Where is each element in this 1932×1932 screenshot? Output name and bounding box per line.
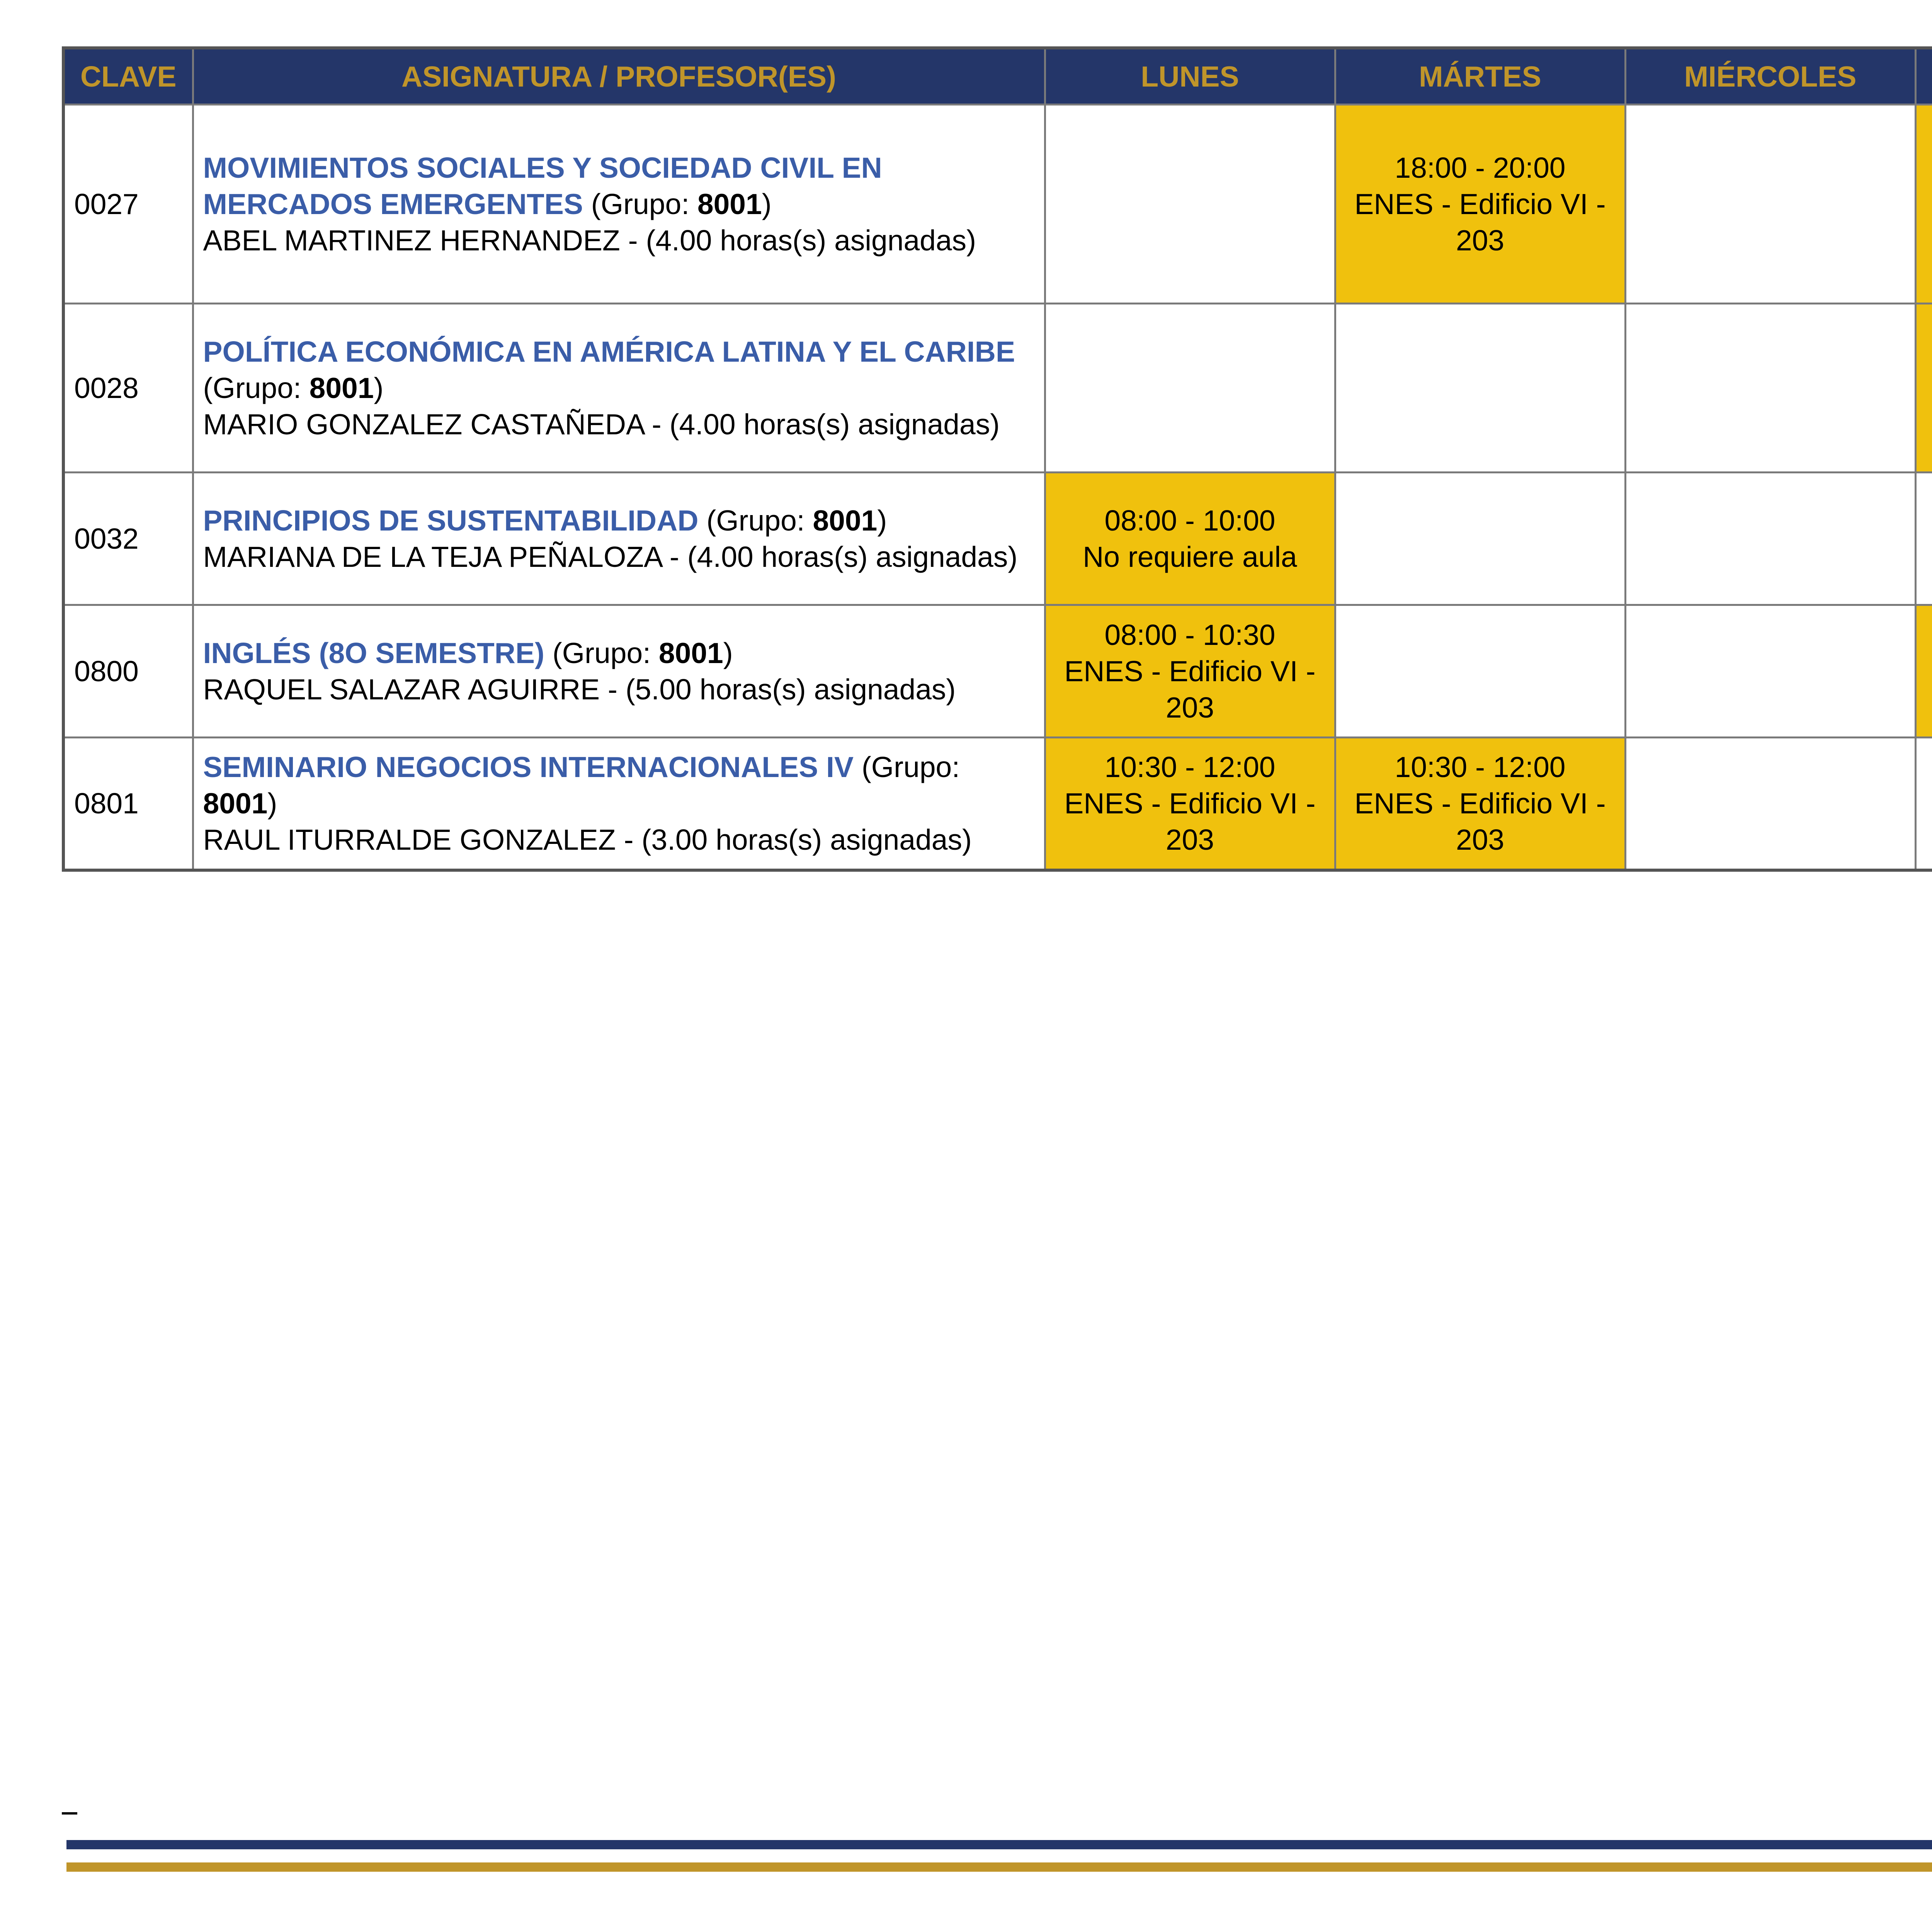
slot-miercoles (1625, 738, 1915, 870)
professor-name: MARIANA DE LA TEJA PEÑALOZA - (4.00 horas(s) asignadas) (203, 541, 1018, 573)
grupo-suffix: ) (877, 504, 887, 537)
grupo-prefix: (Grupo: (583, 188, 697, 220)
grupo-prefix: (Grupo: (544, 637, 659, 669)
header-row (63, 48, 1932, 105)
slot-jueves (1915, 473, 1932, 605)
slot-room: ENES - Edificio VI - 203 (1354, 787, 1606, 856)
slot-time: 08:00 - 10:30 (1104, 619, 1276, 651)
slot-miercoles (1625, 105, 1915, 304)
slot-martes (1335, 473, 1625, 605)
slot-lunes (1045, 105, 1335, 304)
header-martes: MÁRTES (1335, 48, 1625, 105)
schedule-table (62, 46, 1932, 872)
slot-time: 10:30 - 12:00 (1395, 751, 1566, 784)
footer-bar-gold (66, 1862, 1932, 1872)
grupo-prefix: (Grupo: (853, 751, 960, 784)
grupo-suffix: ) (723, 637, 733, 669)
slot-miercoles (1625, 605, 1915, 738)
grupo-number: 8001 (813, 504, 878, 537)
slot-time (1924, 150, 1932, 186)
professor-name: RAUL ITURRALDE GONZALEZ - (3.00 horas(s) asignadas) (203, 823, 972, 856)
slot-lunes (1045, 473, 1335, 605)
footer-bar-navy (66, 1840, 1932, 1849)
slot-room: No requiere aula (1083, 541, 1297, 573)
grupo-suffix: ) (267, 787, 277, 820)
slot-martes (1335, 304, 1625, 473)
subject-cell (193, 304, 1045, 473)
course-name: SEMINARIO NEGOCIOS INTERNACIONALES IV (203, 751, 854, 784)
table-row (63, 738, 1932, 870)
slot-jueves (1915, 105, 1932, 304)
slot-lunes (1045, 738, 1335, 870)
grupo-prefix: (Grupo: (203, 372, 310, 404)
slot-time: 08:00 - 10:00 (1104, 504, 1276, 537)
header-asignatura: ASIGNATURA / PROFESOR(ES) (193, 48, 1045, 105)
subject-cell (193, 473, 1045, 605)
subject-cell (193, 605, 1045, 738)
slot-jueves (1915, 605, 1932, 738)
table-row (63, 473, 1932, 605)
clave-cell: 0801 (63, 738, 193, 870)
professor-name: MARIO GONZALEZ CASTAÑEDA - (4.00 horas(s) asignadas) (203, 408, 1000, 440)
slot-lunes (1045, 304, 1335, 473)
grupo-number: 8001 (697, 188, 762, 220)
clave-cell: 0028 (63, 304, 193, 473)
slot-miercoles (1625, 473, 1915, 605)
slot-time (1924, 617, 1932, 653)
course-name: PRINCIPIOS DE SUSTENTABILIDAD (203, 504, 699, 537)
slot-room: ENES - Edificio VI - 203 (1064, 655, 1316, 724)
grupo-suffix: ) (762, 188, 772, 220)
professor-name: ABEL MARTINEZ HERNANDEZ - (4.00 horas(s) asignadas) (203, 224, 976, 257)
clave-cell: 0032 (63, 473, 193, 605)
table-row (63, 304, 1932, 473)
slot-time: 18:00 - 20:00 (1395, 151, 1566, 184)
slot-martes (1335, 105, 1625, 304)
footer-dash (62, 1812, 77, 1815)
table-row (63, 105, 1932, 304)
subject-cell (193, 738, 1045, 870)
header-jueves (1915, 48, 1932, 105)
slot-lunes (1045, 605, 1335, 738)
clave-cell: 0800 (63, 605, 193, 738)
slot-time (1924, 333, 1932, 370)
slot-time: 10:30 - 12:00 (1104, 751, 1276, 784)
table-row (63, 605, 1932, 738)
slot-jueves (1915, 304, 1932, 473)
grupo-number: 8001 (309, 372, 374, 404)
course-name: MOVIMIENTOS SOCIALES Y SOCIEDAD CIVIL EN MERCADOS EMERGENTES (203, 151, 882, 220)
header-clave: CLAVE (63, 48, 193, 105)
clave-cell: 0027 (63, 105, 193, 304)
course-name: INGLÉS (8O SEMESTRE) (203, 637, 544, 669)
professor-name: RAQUEL SALAZAR AGUIRRE - (5.00 horas(s) asignadas) (203, 673, 956, 706)
slot-jueves (1915, 738, 1932, 870)
header-lunes: LUNES (1045, 48, 1335, 105)
course-name: POLÍTICA ECONÓMICA EN AMÉRICA LATINA Y EL CARIBE (203, 335, 1015, 368)
header-miercoles: MIÉRCOLES (1625, 48, 1915, 105)
slot-room (1924, 186, 1932, 259)
slot-room: ENES - Edificio VI - 203 (1064, 787, 1316, 856)
grupo-number: 8001 (658, 637, 723, 669)
grupo-number: 8001 (203, 787, 268, 820)
slot-martes (1335, 605, 1625, 738)
slot-room (1924, 370, 1932, 442)
slot-room: ENES - Edificio VI - 203 (1354, 188, 1606, 257)
grupo-prefix: (Grupo: (698, 504, 813, 537)
slot-martes (1335, 738, 1625, 870)
subject-cell (193, 105, 1045, 304)
grupo-suffix: ) (374, 372, 384, 404)
slot-miercoles (1625, 304, 1915, 473)
slot-room (1924, 653, 1932, 726)
